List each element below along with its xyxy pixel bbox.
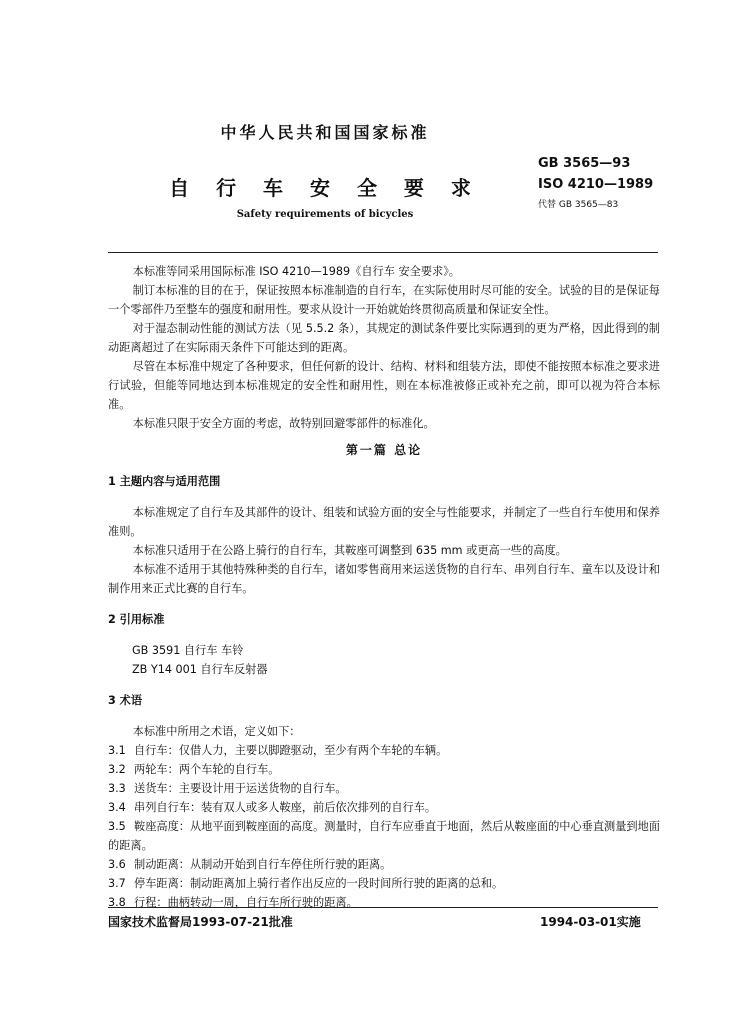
term-text: 行程：曲柄转动一周，自行车所行驶的距离。: [134, 896, 358, 909]
document-body: [108, 262, 660, 912]
section-paragraph: 本标准中所用之术语，定义如下：: [132, 725, 301, 738]
intro-paragraph: 本标准等同采用国际标准 ISO 4210—1989《自行车 安全要求》。: [132, 265, 460, 278]
section-heading: 2 引用标准: [108, 613, 165, 626]
term-item: [108, 893, 660, 912]
bottom-divider: [108, 907, 658, 908]
term-number: 3.1: [108, 744, 126, 757]
intro-paragraph: 本标准只限于安全方面的考虑，故特别回避零部件的标准化。: [132, 417, 435, 430]
english-subtitle: Safety requirements of bicycles: [236, 209, 414, 220]
section-paragraph: 本标准不适用于其他特殊种类的自行车，诸如零售商用来运送货物的自行车、串列自行车、童车以及设计和制作用来正式比赛的自行车。: [108, 563, 660, 595]
top-divider: [108, 252, 658, 253]
term-item: [108, 817, 660, 855]
term-item: [108, 855, 660, 874]
section-heading: 1 主题内容与适用范围: [108, 475, 221, 488]
intro-paragraph: 尽管在本标准中规定了各种要求，但任何新的设计、结构、材料和组装方法，即使不能按照本标准之要求进行试验，但能等同地达到本标准规定的安全性和耐用性，则在本标准被修正或补充之前，即可以视为符合本标准。: [108, 360, 660, 411]
term-number: 3.5: [108, 820, 126, 833]
term-text: 鞍座高度：从地平面到鞍座面的高度。测量时，自行车应垂直于地面，然后从鞍座面的中心垂直测量到地面的距离。: [108, 820, 660, 852]
term-item: [108, 760, 660, 779]
term-text: 两轮车：两个车轮的自行车。: [134, 763, 280, 776]
term-text: 送货车：主要设计用于运送货物的自行车。: [134, 782, 347, 795]
reference-item: ZB Y14 001 自行车反射器: [132, 663, 268, 676]
term-text: 停车距离：制动距离加上骑行者作出反应的一段时间所行驶的距离的总和。: [134, 877, 504, 890]
document-title: 自 行 车 安 全 要 求: [169, 176, 481, 200]
section-heading: 3 术语: [108, 694, 143, 707]
term-number: 3.2: [108, 763, 126, 776]
term-list: [108, 741, 660, 912]
national-standard-heading: 中华人民共和国国家标准: [220, 123, 430, 142]
section-paragraph: 本标准规定了自行车及其部件的设计、组装和试验方面的安全与性能要求，并制定了一些自行车使用和保养准则。: [108, 506, 660, 538]
term-number: 3.3: [108, 782, 126, 795]
term-item: [108, 741, 660, 760]
term-number: 3.7: [108, 877, 126, 890]
term-text: 制动距离：从制动开始到自行车停住所行驶的距离。: [134, 858, 392, 871]
term-text: 串列自行车：装有双人或多人鞍座，前后依次排列的自行车。: [134, 801, 437, 814]
implementation-date: 1994-03-01实施: [540, 915, 641, 929]
iso-standard-number: ISO 4210—1989: [538, 177, 654, 192]
approval-date: 国家技术监督局1993-07-21批准: [108, 915, 293, 929]
term-number: 3.8: [108, 896, 126, 909]
gb-standard-number: GB 3565—93: [538, 156, 631, 171]
term-item: [108, 798, 660, 817]
section-paragraph: 本标准只适用于在公路上骑行的自行车，其鞍座可调整到 635 mm 或更高一些的高度。: [132, 544, 567, 557]
term-number: 3.6: [108, 858, 126, 871]
reference-item: GB 3591 自行车 车铃: [132, 644, 244, 657]
term-item: [108, 874, 660, 893]
term-text: 自行车：仅借人力，主要以脚蹬驱动，至少有两个车轮的车辆。: [134, 744, 448, 757]
replaces-standard: 代替 GB 3565—83: [538, 200, 619, 210]
intro-paragraph: 制订本标准的目的在于，保证按照本标准制造的自行车，在实际使用时尽可能的安全。试验的目的是保证每一个零部件乃至整车的强度和耐用性。要求从设计一开始就始终贯彻高质量和保证安全性。: [108, 284, 660, 316]
term-item: [108, 779, 660, 798]
intro-paragraph: 对于湿态制动性能的测试方法（见 5.5.2 条），其规定的测试条件要比实际遇到的更为严格，因此得到的制动距离超过了在实际雨天条件下可能达到的距离。: [108, 322, 660, 354]
term-number: 3.4: [108, 801, 126, 814]
part-title: 第一篇 总论: [345, 443, 423, 457]
